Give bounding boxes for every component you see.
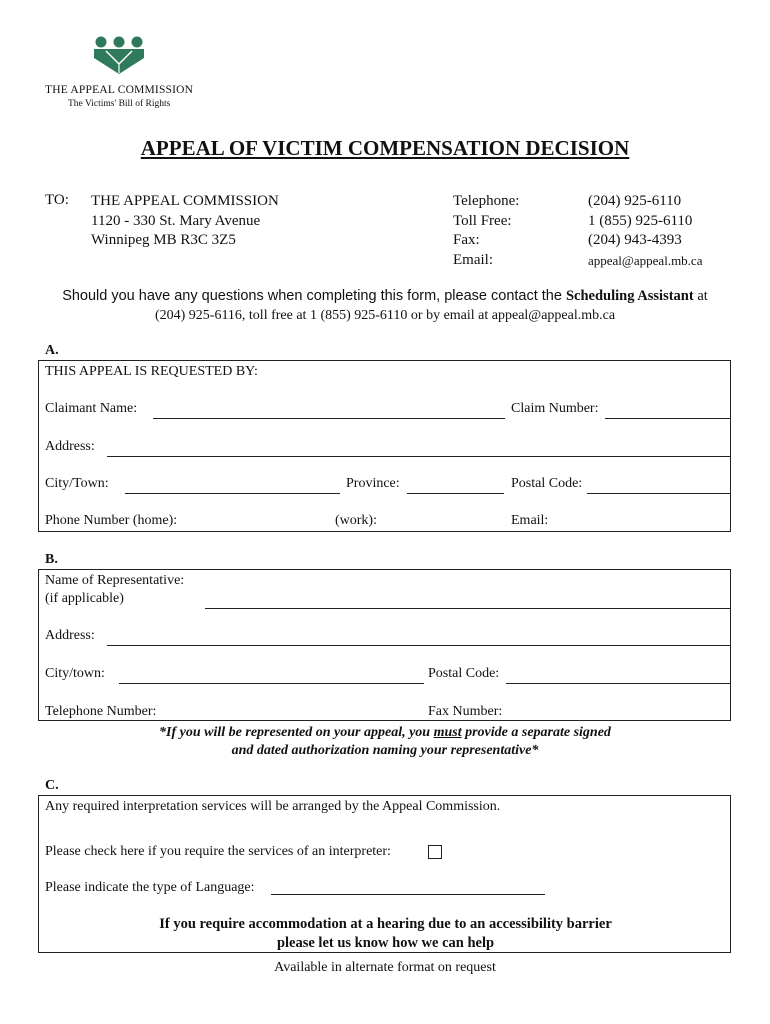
claimant-name-label: Claimant Name: [45, 401, 138, 416]
section-b-box [38, 569, 731, 721]
note-text-end: at [693, 288, 708, 304]
rep-city-field[interactable] [119, 683, 424, 684]
scheduling-assistant: Scheduling Assistant [565, 288, 694, 304]
claim-number-label: Claim Number: [511, 401, 599, 416]
rep-postal-label: Postal Code: [428, 666, 500, 681]
phone-work-label: (work): [335, 513, 377, 528]
rep-note-must: must [433, 725, 462, 740]
rep-note-text-end: provide a separate signed [461, 725, 611, 740]
postal-code-field[interactable] [587, 493, 730, 494]
address-line: THE APPEAL COMMISSION [91, 193, 279, 209]
claim-number-field[interactable] [605, 418, 730, 419]
address-field[interactable] [107, 456, 730, 457]
rep-note-line-2: and dated authorization naming your representative* [231, 743, 539, 758]
telephone-value: (204) 925-6110 [588, 193, 682, 209]
postal-code-label: Postal Code: [511, 476, 583, 491]
interpreter-checkbox[interactable] [428, 845, 442, 859]
rep-name-field[interactable] [205, 608, 730, 609]
toll-free-value: 1 (855) 925-6110 [588, 212, 693, 229]
accommodation-line-2: please let us know how we can help [276, 935, 495, 951]
section-a-heading: THIS APPEAL IS REQUESTED BY: [45, 364, 258, 379]
form-title: APPEAL OF VICTIM COMPENSATION DECISION [140, 136, 630, 160]
email-label: Email: [511, 513, 549, 528]
rep-note-text: *If you will be represented on your appeal, you [159, 725, 434, 740]
rep-postal-field[interactable] [506, 683, 730, 684]
org-name: THE APPEAL COMMISSION [45, 84, 194, 96]
note-line-2: (204) 925-6116, toll free at 1 (855) 925-6110 or by email at appeal@appeal.mb.ca [154, 308, 616, 323]
section-a-box [38, 360, 731, 532]
telephone-label: Telephone: [453, 193, 520, 209]
rep-address-label: Address: [45, 628, 95, 643]
section-b-letter: B. [45, 552, 58, 567]
interpreter-check-label: Please check here if you require the services of an interpreter: [45, 844, 391, 859]
city-label: City/Town: [45, 476, 109, 491]
phone-home-label: Phone Number (home): [45, 513, 178, 528]
rep-name-label: Name of Representative: [45, 573, 185, 588]
section-c-box [38, 795, 731, 953]
alternate-format-note: Available in alternate format on request [274, 960, 496, 975]
rep-telephone-label: Telephone Number: [45, 704, 157, 719]
fax-label: Fax: [453, 232, 480, 248]
appeal-commission-logo [92, 36, 146, 76]
rep-city-label: City/town: [45, 666, 105, 681]
fax-value: (204) 943-4393 [588, 232, 682, 248]
contact-values [588, 192, 702, 270]
toll-free-label: Toll Free: [453, 212, 512, 229]
if-applicable-label: (if applicable) [45, 591, 124, 606]
recipient-address [91, 192, 279, 251]
province-field[interactable] [407, 493, 504, 494]
accommodation-line-1: If you require accommodation at a hearing due to an accessibility barrier [159, 916, 612, 932]
address-line: Winnipeg MB R3C 3Z5 [91, 232, 236, 248]
section-a-letter: A. [45, 343, 59, 358]
rep-fax-label: Fax Number: [428, 704, 503, 719]
representative-note [0, 724, 770, 760]
language-field[interactable] [271, 894, 545, 895]
province-label: Province: [346, 476, 400, 491]
org-subtitle: The Victims' Bill of Rights [68, 99, 171, 109]
note-text: Should you have any questions when completing this form, please contact the [62, 288, 566, 304]
email-value: appeal@appeal.mb.ca [588, 252, 703, 268]
section-c-letter: C. [45, 778, 59, 793]
claimant-name-field[interactable] [153, 418, 505, 419]
interpretation-text: Any required interpretation services will be arranged by the Appeal Commission. [45, 799, 501, 814]
city-field[interactable] [125, 493, 340, 494]
language-label: Please indicate the type of Language: [45, 880, 255, 895]
contact-labels [453, 192, 519, 270]
email-label: Email: [453, 251, 493, 268]
address-label: Address: [45, 439, 95, 454]
to-label: TO: [45, 192, 69, 208]
contact-note [0, 287, 770, 325]
rep-address-field[interactable] [107, 645, 730, 646]
address-line: 1120 - 330 St. Mary Avenue [91, 212, 261, 229]
